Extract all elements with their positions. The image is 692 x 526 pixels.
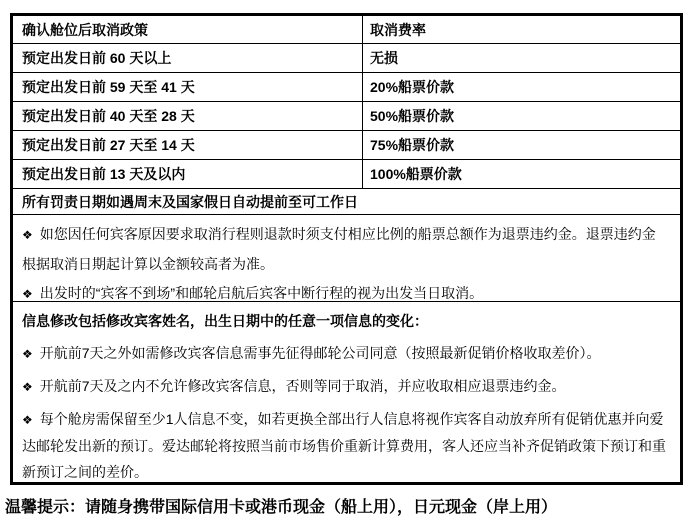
fee-cell: 100%船票价款 <box>370 166 462 182</box>
modification-note-text: 开航前7天之外如需修改宾客信息需事先征得邮轮公司同意（按照最新促销价格收取差价）。 <box>39 345 601 361</box>
diamond-bullet-icon: ❖ <box>22 413 33 427</box>
modification-note <box>22 340 668 367</box>
policy-cell: 预定出发日前 59 天至 41 天 <box>13 73 363 101</box>
fee-cell: 无损 <box>370 50 398 66</box>
modification-note-text: 开航前7天及之内不允许修改宾客信息，否则等同于取消，并应收取相应退票违约金。 <box>39 378 566 394</box>
cancellation-note <box>22 220 668 279</box>
cancellation-notes-cell <box>13 215 680 302</box>
cancellation-policy-table <box>10 13 683 485</box>
policy-cell: 预定出发日前 60 天以上 <box>13 44 363 72</box>
policy-column-header: 确认舱位后取消政策 <box>13 16 363 43</box>
diamond-bullet-icon: ❖ <box>22 347 33 361</box>
table-row <box>13 44 680 73</box>
modification-notes-cell <box>13 302 680 482</box>
fee-cell: 20%船票价款 <box>370 79 455 95</box>
table-row <box>13 131 680 160</box>
table-row <box>13 102 680 131</box>
modification-note-text: 每个舱房需保留至少1人信息不变，如若更换全部出行人信息将视作宾客自动放弃所有促销优惠并向爱达邮轮发出新的预订。爱达邮轮将按照当前市场售价重新计算费用，客人还应当补齐促销政策下预订和重新预订之间的差价。 <box>22 411 666 480</box>
policy-cell: 预定出发日前 40 天至 28 天 <box>13 102 363 130</box>
cancellation-note-text: 出发时的“宾客不到场”和邮轮启航后宾客中断行程的视为出发当日取消。 <box>39 285 484 301</box>
table-header-row <box>13 16 680 44</box>
table-row <box>13 160 680 189</box>
penalty-date-note-row <box>13 189 680 215</box>
policy-cell: 预定出发日前 27 天至 14 天 <box>13 131 363 159</box>
reminder-tip: 温馨提示：请随身携带国际信用卡或港币现金（船上用），日元现金（岸上用） <box>5 499 558 516</box>
modification-note <box>22 406 668 482</box>
policy-cell: 预定出发日前 13 天及以内 <box>13 160 363 188</box>
fee-cell: 75%船票价款 <box>370 137 455 153</box>
penalty-date-note: 所有罚责日期如遇周末及国家假日自动提前至可工作日 <box>22 193 358 210</box>
modification-note <box>22 373 668 400</box>
fee-column-header: 取消费率 <box>370 21 426 38</box>
cancellation-note-text: 如您因任何宾客原因要求取消行程则退款时须支付相应比例的船票总额作为退票违约金。退票违约金根据取消日期起计算以金额较高者为准。 <box>22 226 656 272</box>
cancellation-note <box>22 279 668 302</box>
diamond-bullet-icon: ❖ <box>22 287 33 301</box>
table-row <box>13 73 680 102</box>
diamond-bullet-icon: ❖ <box>22 380 33 394</box>
diamond-bullet-icon: ❖ <box>22 228 33 242</box>
fee-cell: 50%船票价款 <box>370 108 455 124</box>
modification-heading: 信息修改包括修改宾客姓名，出生日期中的任意一项信息的变化： <box>22 313 428 329</box>
